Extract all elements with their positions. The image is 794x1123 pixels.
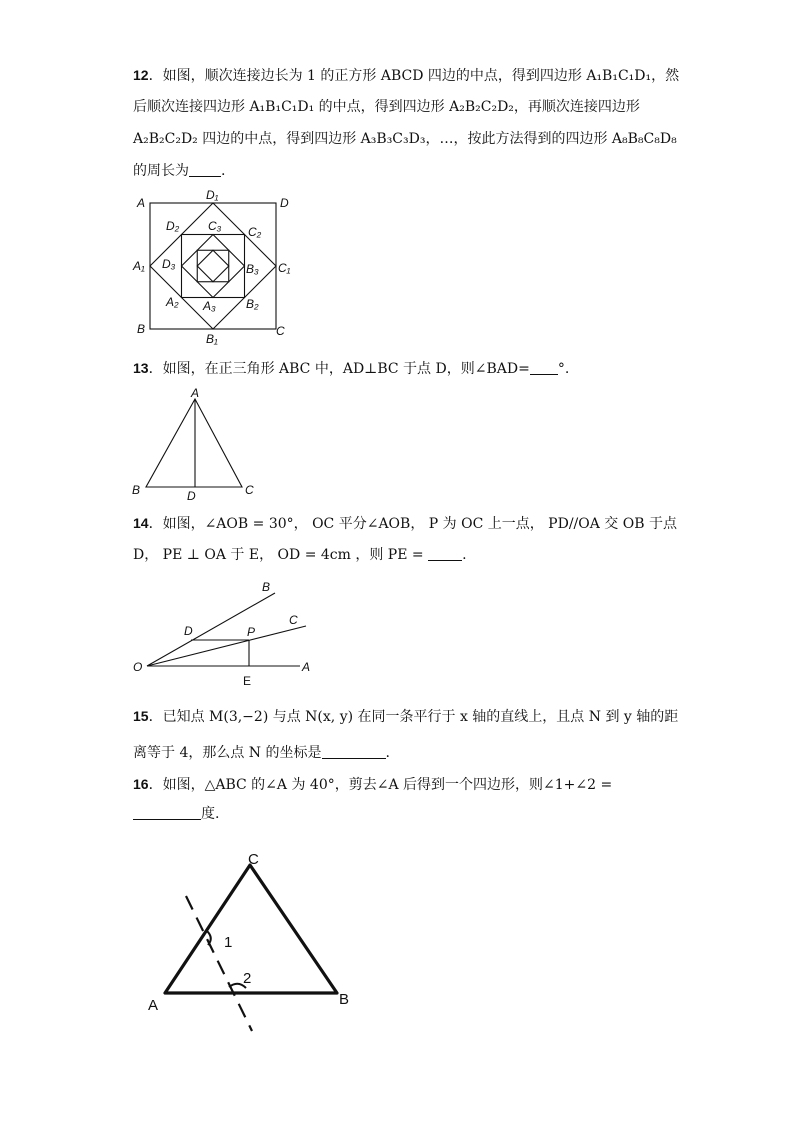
q13-label-C: C bbox=[245, 483, 254, 497]
q13-number: 13 bbox=[133, 360, 149, 376]
q12-label-B2: B₂ bbox=[246, 297, 259, 311]
q12-label-B1: B₁ bbox=[206, 332, 218, 346]
q14-label-O: O bbox=[133, 660, 143, 674]
square-a4 bbox=[197, 250, 229, 282]
q12-label-B: B bbox=[137, 322, 146, 336]
q14-label-A: A bbox=[302, 660, 311, 674]
q15-line-1: 15．已知点 M(3,−2) 与点 N(x, y) 在同一条平行于 x 轴的直线上，且点 N 到 y 轴的距 bbox=[133, 708, 679, 725]
q12-label-D3: D₃ bbox=[162, 257, 176, 271]
q14-answer-blank[interactable] bbox=[428, 546, 462, 561]
q16-label-B: B bbox=[339, 991, 350, 1008]
square-a5 bbox=[197, 250, 229, 282]
q14-line-2: D， PE ⊥ OA 于 E， OD = 4cm ，则 PE = . bbox=[133, 547, 467, 563]
q12-label-D: D bbox=[280, 196, 289, 210]
q16-line-2: 度. bbox=[133, 805, 219, 823]
q12-label-B3: B₃ bbox=[246, 262, 259, 276]
q12-label-A1: A₁ bbox=[133, 259, 145, 273]
q12-line-4: 的周长为 . bbox=[133, 163, 226, 179]
q15-number: 15 bbox=[133, 708, 149, 724]
q14-line-1: 14．如图，∠AOB = 30°， OC 平分∠AOB， P 为 OC 上一点， PD//OA 交 OB 于点 bbox=[133, 515, 677, 532]
q12-label-C: C bbox=[276, 324, 285, 338]
q12-line-3: A₂B₂C₂D₂ 四边的中点，得到四边形 A₃B₃C₃D₃，…，按此方法得到的四边形 A₈B₈C₈D₈ bbox=[133, 131, 677, 147]
q12-number: 12 bbox=[133, 67, 149, 83]
q16-answer-blank[interactable] bbox=[133, 805, 201, 820]
q12-answer-blank[interactable] bbox=[189, 162, 221, 177]
q15-answer-blank[interactable] bbox=[322, 744, 386, 759]
q16-cut-triangle-figure bbox=[165, 865, 337, 1031]
q12-line-1: 12．如图，顺次连接边长为 1 的正方形 ABCD 四边的中点，得到四边形 A₁B₁C₁D₁，然 bbox=[133, 67, 680, 84]
q14-label-D: D bbox=[184, 624, 193, 638]
q14-angle-figure bbox=[147, 593, 306, 666]
q13-answer-blank[interactable] bbox=[530, 360, 558, 375]
q13-label-D: D bbox=[187, 489, 196, 503]
q16-number: 16 bbox=[133, 776, 149, 792]
q16-label-A: A bbox=[148, 997, 159, 1014]
q14-label-P: P bbox=[247, 625, 256, 639]
q12-label-D2: D₂ bbox=[166, 219, 180, 233]
square-a2b2c2d2 bbox=[182, 235, 245, 298]
q12-label-C3: C₃ bbox=[208, 219, 222, 233]
q16-label-angle-1: 1 bbox=[224, 934, 233, 951]
q16-line-1: 16．如图，△ABC 的∠A 为 40°，剪去∠A 后得到一个四边形，则∠1+∠2 = bbox=[133, 776, 613, 793]
q12-label-A2: A₂ bbox=[166, 295, 179, 309]
q14-label-E: E bbox=[243, 674, 252, 688]
q14-number: 14 bbox=[133, 515, 149, 531]
q16-label-angle-2: 2 bbox=[243, 970, 252, 987]
q16-label-C: C bbox=[248, 851, 259, 868]
square-abcd bbox=[150, 203, 276, 329]
q13-line-1: 13．如图，在正三角形 ABC 中，AD⊥BC 于点 D，则∠BAD= °. bbox=[133, 360, 570, 377]
q14-label-C: C bbox=[289, 613, 298, 627]
q15-line-2: 离等于 4，那么点 N 的坐标是 . bbox=[133, 745, 390, 761]
q13-label-B: B bbox=[132, 483, 141, 497]
q12-label-A: A bbox=[137, 196, 146, 210]
q12-line-2: 后顺次连接四边形 A₁B₁C₁D₁ 的中点，得到四边形 A₂B₂C₂D₂，再顺次连接四边形 bbox=[133, 99, 640, 115]
square-a3b3c3d3 bbox=[182, 235, 245, 298]
q12-label-C2: C₂ bbox=[248, 225, 262, 239]
q13-label-A: A bbox=[191, 386, 200, 400]
q12-label-D1: D₁ bbox=[206, 188, 219, 202]
q12-label-A3: A₃ bbox=[203, 299, 216, 313]
q14-label-B: B bbox=[262, 580, 271, 594]
q12-label-C1: C₁ bbox=[278, 261, 291, 275]
q13-triangle-figure bbox=[146, 399, 242, 487]
square-a1b1c1d1 bbox=[150, 203, 276, 329]
